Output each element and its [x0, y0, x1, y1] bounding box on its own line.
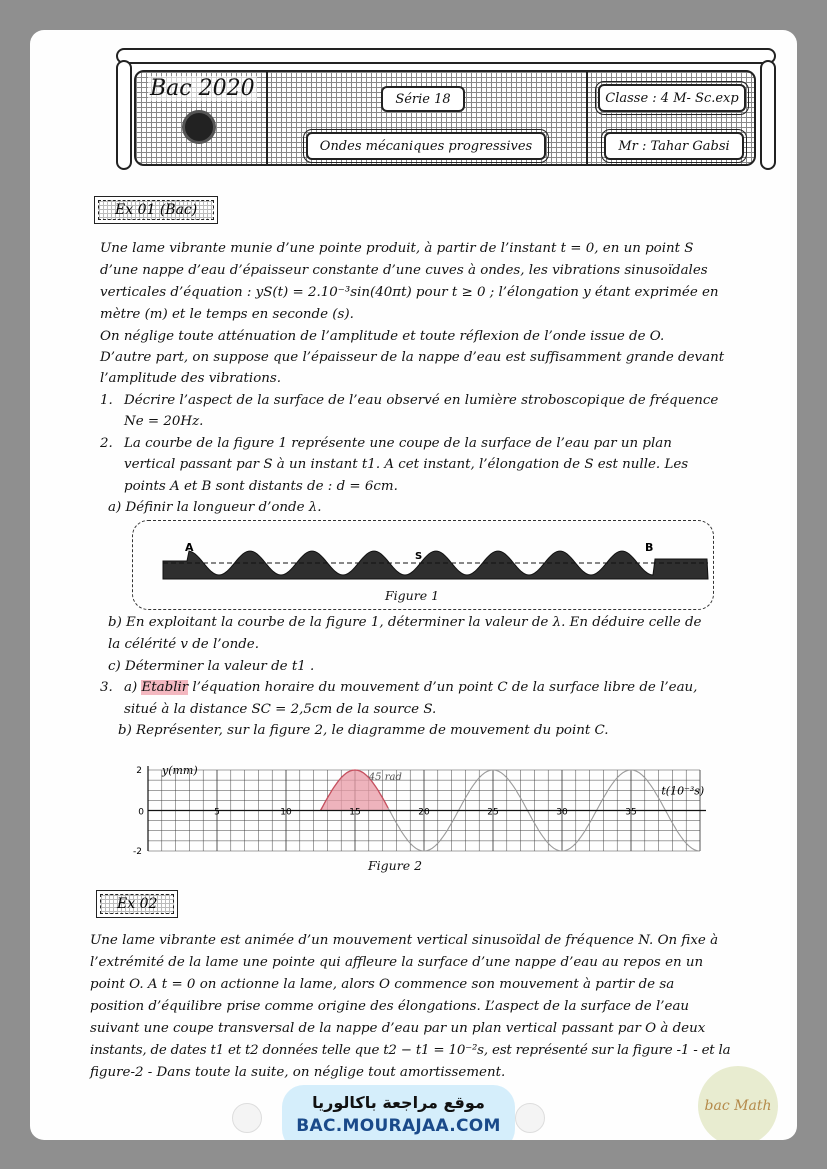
q3b: b) Représenter, sur la figure 2, le diagramme de mouvement du point C. — [118, 723, 609, 738]
site-url-link[interactable]: BAC.MOURAJAA.COM — [296, 1116, 501, 1136]
exercise-1-tag — [94, 196, 218, 224]
x-tick-label: 20 — [418, 807, 430, 818]
ex2-line-1: Une lame vibrante est animée d’un mouvement vertical sinusoïdal de fréquence N. On fixe à — [90, 933, 719, 948]
ex1-line-5: On néglige toute atténuation de l’amplitude et toute réflexion de l’onde issue de O. — [100, 329, 665, 344]
x-tick-label: 35 — [625, 807, 637, 818]
q3a-rest: l’équation horaire du mouvement d’un point C de la surface libre de l’eau, — [188, 680, 698, 695]
exercise-2-tag-label: Ex 02 — [100, 894, 174, 914]
logo-text: Bac 2020 — [150, 76, 255, 101]
ex2-line-2: l’extrémité de la lame une pointe qui affleure la surface d’une nappe d’eau au repos en un — [90, 955, 704, 970]
y-tick-label: 2 — [136, 766, 142, 776]
scroll-right-roll — [760, 60, 776, 170]
figure-2 — [100, 765, 740, 865]
origin-tick-label: 0 — [138, 807, 144, 818]
q1-line-2: Ne = 20Hz. — [124, 414, 204, 429]
site-logo-left-icon — [232, 1103, 262, 1133]
q1-line-1: Décrire l’aspect de la surface de l’eau observé en lumière stroboscopique de fréquence — [124, 393, 719, 408]
scroll-left-roll — [116, 60, 132, 170]
point-s-label: S — [415, 551, 423, 562]
q2-number: 2. — [100, 436, 113, 451]
scroll-top-roll — [116, 48, 776, 64]
y-tick-label: -2 — [133, 847, 142, 857]
q3-number: 3. — [100, 680, 113, 695]
point-a-label: A — [185, 541, 194, 554]
figure-1-caption: Figure 1 — [385, 588, 440, 603]
q3a-line-2: situé à la distance SC = 2,5cm de la source S. — [124, 702, 437, 717]
ex2-line-4: position d’équilibre prise comme origine des élongations. L’aspect de la surface de l’eau — [90, 999, 690, 1014]
logo-emblem-icon — [182, 110, 216, 144]
q3a-prefix: a) — [124, 680, 138, 695]
site-logo-right-icon — [515, 1103, 545, 1133]
ex2-line-5: suivant une coupe transversal de la nappe d’eau par un plan vertical passant par O à deux — [90, 1021, 706, 1036]
x-tick-label: 10 — [280, 807, 292, 818]
q3a-highlight: Etablir — [141, 680, 189, 695]
phase-annotation: 45 rad — [368, 772, 402, 783]
bac-logo — [134, 70, 268, 166]
ex1-line-1: Une lame vibrante munie d’une pointe produit, à partir de l’instant t = 0, en un point S — [100, 241, 694, 256]
serie-label: Série 18 — [381, 86, 465, 112]
ex1-line-2: d’une nappe d’eau d’épaisseur constante d’une cuves à ondes, les vibrations sinusoïdales — [100, 263, 708, 278]
point-b-label: B — [645, 541, 654, 554]
water-surface-cross-section — [163, 551, 708, 579]
header-divider — [586, 70, 588, 166]
figure-2-caption: Figure 2 — [368, 858, 423, 873]
q3a-line-1 — [124, 678, 697, 698]
x-tick-label: 5 — [214, 807, 220, 818]
ex1-line-7: l’amplitude des vibrations. — [100, 371, 282, 386]
bacmath-badge: bac Math — [698, 1066, 778, 1140]
x-axis-label: t(10⁻³s) — [661, 784, 705, 798]
site-name-arabic: موقع مراجعة باكالوريا — [312, 1093, 485, 1112]
exercise-2-tag — [96, 890, 178, 918]
y-axis-label: y(mm) — [162, 765, 198, 777]
q2-line-1: La courbe de la figure 1 représente une coupe de la surface de l’eau par un plan — [124, 436, 672, 451]
ex2-line-6: instants, de dates t1 et t2 données telle que t2 − t1 = 10⁻²s, est représenté sur la figure -1 - et la — [90, 1043, 731, 1058]
exercise-1-tag-label: Ex 01 (Bac) — [98, 200, 214, 220]
page-title: Ondes mécaniques progressives — [306, 132, 546, 160]
q2b-line-1: b) En exploitant la courbe de la figure 1, déterminer la valeur de λ. En déduire celle de — [108, 615, 702, 630]
header-banner — [116, 48, 776, 176]
ex1-line-4: mètre (m) et le temps en seconde (s). — [100, 307, 354, 322]
ex1-line-6: D’autre part, on suppose que l’épaisseur de la nappe d’eau est suffisamment grande devant — [100, 350, 725, 365]
q2-line-2: vertical passant par S à un instant t1. A cet instant, l’élongation de S est nulle. Les — [124, 457, 689, 472]
q2-line-3: points A et B sont distants de : d = 6cm. — [124, 479, 398, 494]
teacher-label: Mr : Tahar Gabsi — [604, 132, 744, 160]
q1-number: 1. — [100, 393, 113, 408]
site-footer-banner[interactable] — [282, 1085, 515, 1140]
ex1-line-3: verticales d’équation : yS(t) = 2.10⁻³sin(40πt) pour t ≥ 0 ; l’élongation y étant exprimée en — [100, 285, 719, 300]
document-sheet — [30, 30, 797, 1140]
x-tick-label: 25 — [487, 807, 499, 818]
x-tick-label: 30 — [556, 807, 568, 818]
q2c: c) Déterminer la valeur de t1 . — [108, 659, 315, 674]
figure-2-chart — [100, 765, 740, 865]
class-label: Classe : 4 M- Sc.exp — [598, 84, 746, 112]
x-tick-label: 15 — [349, 807, 361, 818]
q2b-line-2: la célérité v de l’onde. — [108, 637, 259, 652]
ex2-line-3: point O. A t = 0 on actionne la lame, alors O commence son mouvement à partir de sa — [90, 977, 675, 992]
q2a: a) Définir la longueur d’onde λ. — [108, 500, 322, 515]
ex2-line-7: figure-2 - Dans toute la suite, on néglige tout amortissement. — [90, 1065, 506, 1080]
